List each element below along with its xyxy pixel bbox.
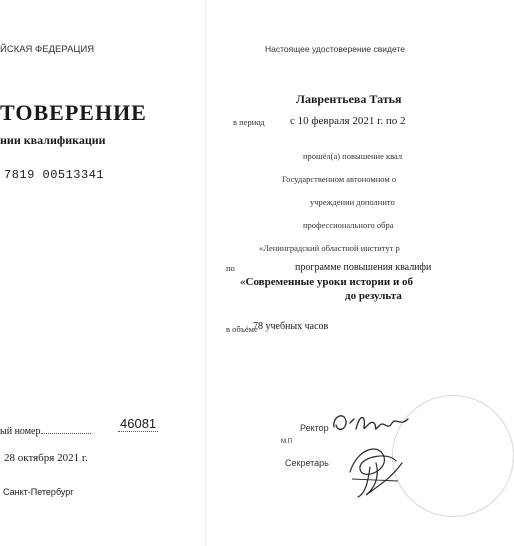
program-name-line-2: до результа bbox=[345, 290, 402, 302]
holder-name: Лаврентьева Татья bbox=[296, 92, 402, 106]
page-title: ТОВЕРЕНИЕ bbox=[0, 100, 147, 125]
series-number: 7819 00513341 bbox=[4, 168, 105, 182]
rector-label: Ректор bbox=[300, 423, 329, 433]
volume-value: 78 учебных часов bbox=[253, 321, 329, 332]
registration-underline bbox=[41, 423, 91, 434]
registration-number-underline bbox=[118, 431, 158, 432]
program-label: программе повышения квалифи bbox=[295, 262, 432, 273]
secretary-label: Секретарь bbox=[285, 458, 329, 468]
certificate-subtitle: нии квалификации bbox=[0, 133, 106, 147]
seal-stamp bbox=[392, 395, 514, 517]
institution-line-3: профессионального обра bbox=[303, 220, 394, 230]
registration-label: ый номер bbox=[0, 426, 41, 437]
registration-number: 46081 bbox=[120, 416, 157, 431]
period-label: в период bbox=[233, 117, 265, 127]
period-value: с 10 февраля 2021 г. по 2 bbox=[290, 115, 406, 127]
institution-line-2: учреждении дополнито bbox=[310, 197, 395, 207]
certificate-header: Настоящее удостоверение свидете bbox=[265, 44, 405, 54]
program-name-line-1: «Современные уроки истории и об bbox=[240, 276, 414, 288]
rector-signature bbox=[330, 405, 410, 440]
page-divider bbox=[205, 0, 206, 546]
secretary-signature bbox=[340, 437, 410, 502]
completion-line: прошёл(а) повышение квал bbox=[303, 151, 403, 161]
program-by-label: по bbox=[226, 263, 235, 273]
country-name: ЙСКАЯ ФЕДЕРАЦИЯ bbox=[0, 44, 95, 55]
institution-line-1: Государственном автономном о bbox=[282, 174, 397, 184]
institution-line-4: «Ленинградский областной институт р bbox=[259, 243, 400, 253]
issue-date: 28 октября 2021 г. bbox=[4, 452, 88, 464]
volume-label: в объёме bbox=[226, 324, 258, 334]
seal-label: М.П bbox=[281, 439, 292, 445]
city: Санкт-Петербург bbox=[3, 487, 74, 497]
registration-row bbox=[0, 423, 120, 437]
